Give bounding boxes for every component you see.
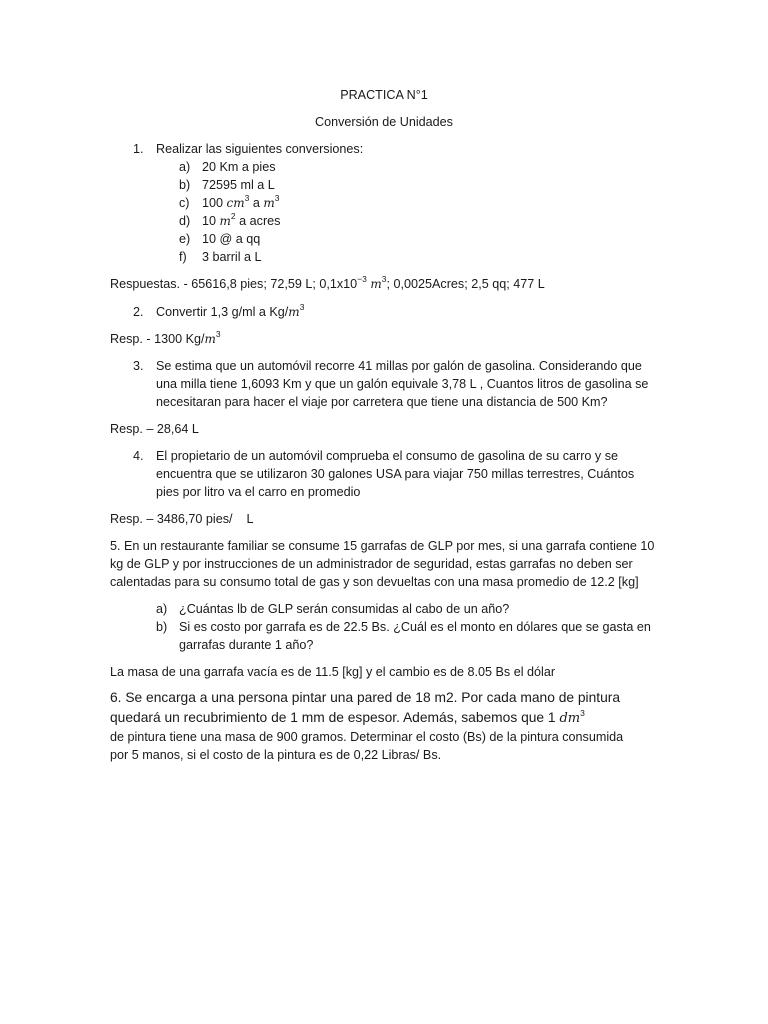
q1-item-c: 100 $cm^3$ a $m^3$ bbox=[202, 193, 280, 210]
q1-answers: Respuestas. - 65616,8 pies; 72,59 L; $0,1x10^{-3}$ $m^3$; 0,0025Acres; 2,5 qq; 477 L bbox=[110, 274, 545, 291]
q5-item-a-label: a) bbox=[156, 602, 168, 616]
q2-number: 2. bbox=[133, 305, 144, 319]
q1-item-e-label: e) bbox=[179, 232, 191, 246]
q4-line: encuentra que se utilizaron 30 galones USA para viajar 750 millas terrestres, Cuántos bbox=[156, 467, 635, 481]
q3-line: necesitaran para hacer el viaje por carretera que tiene una distancia de 500 Km? bbox=[156, 395, 608, 409]
q2-text: Convertir 1,3 g/ml a $Kg/m^3$ bbox=[156, 302, 305, 319]
q1-item-e: 10 @ a qq bbox=[202, 232, 261, 246]
q5-item-b-label: b) bbox=[156, 620, 168, 634]
q1-number: 1. bbox=[133, 142, 144, 156]
q2-answer: Resp. - 1300 $Kg/m^3$ bbox=[110, 329, 221, 346]
q1-item-d-label: d) bbox=[179, 214, 191, 228]
q4-number: 4. bbox=[133, 449, 144, 463]
q3-answer: Resp. – 28,64 L bbox=[110, 422, 199, 436]
q1-text: Realizar las siguientes conversiones: bbox=[156, 142, 364, 156]
q1-item-b-label: b) bbox=[179, 178, 191, 192]
page-subtitle: Conversión de Unidades bbox=[315, 115, 453, 129]
q6-line: 6. Se encarga a una persona pintar una pared de 18 m2. Por cada mano de pintura bbox=[110, 690, 621, 705]
q1-item-a: 20 Km a pies bbox=[202, 160, 276, 174]
q3-line: una milla tiene 1,6093 Km y que un galón equivale 3,78 L , Cuantos litros de gasolina se bbox=[156, 377, 649, 391]
page-title: PRACTICA N°1 bbox=[340, 88, 428, 102]
q1-item-f: 3 barril a L bbox=[202, 250, 262, 264]
q1-item-c-label: c) bbox=[179, 196, 190, 210]
q5-line: calentadas para su consumo total de gas y son devueltas con una masa promedio de 12.2 [kg] bbox=[110, 575, 639, 589]
q1-item-d: 10 $m^2$ a acres bbox=[202, 211, 281, 228]
q6-line: por 5 manos, si el costo de la pintura es de 0,22 Libras/ Bs. bbox=[110, 748, 442, 762]
q6-line: de pintura tiene una masa de 900 gramos. Determinar el costo (Bs) de la pintura consumida bbox=[110, 730, 624, 744]
q1-item-b: 72595 ml a L bbox=[202, 178, 275, 192]
q5-note: La masa de una garrafa vacía es de 11.5 [kg] y el cambio es de 8.05 Bs el dólar bbox=[110, 665, 556, 679]
q5-line: 5. En un restaurante familiar se consume 15 garrafas de GLP por mes, si una garrafa contiene 10 bbox=[110, 539, 655, 553]
q1-item-f-label: f) bbox=[179, 250, 187, 264]
q5-line: kg de GLP y por instrucciones de un administrador de seguridad, estas garrafas no deben ser bbox=[110, 557, 633, 571]
q5-item-a: ¿Cuántas lb de GLP serán consumidas al cabo de un año? bbox=[179, 602, 510, 616]
q4-answer: Resp. – 3486,70 pies/ L bbox=[110, 512, 254, 526]
q5-item-b: Si es costo por garrafa es de 22.5 Bs. ¿Cuál es el monto en dólares que se gasta en bbox=[179, 620, 651, 634]
q4-line: pies por litro va el carro en promedio bbox=[156, 485, 361, 499]
q1-item-a-label: a) bbox=[179, 160, 191, 174]
q4-line: El propietario de un automóvil comprueba el consumo de gasolina de su carro y se bbox=[156, 449, 619, 463]
q3-number: 3. bbox=[133, 359, 144, 373]
q6-line: quedará un recubrimiento de 1 mm de espesor. Además, sabemos que 1 $dm^3$ bbox=[110, 708, 585, 726]
q3-line: Se estima que un automóvil recorre 41 millas por galón de gasolina. Considerando que bbox=[156, 359, 642, 373]
q5-item-b: garrafas durante 1 año? bbox=[179, 638, 314, 652]
